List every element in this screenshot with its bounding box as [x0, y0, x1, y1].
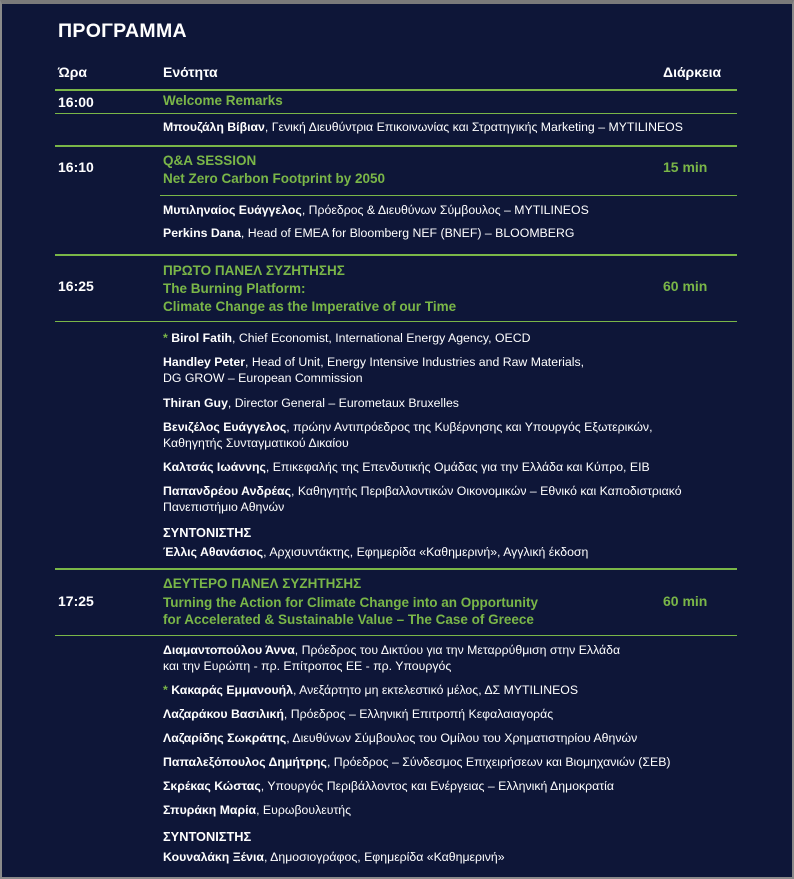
- header-time: Ώρα: [58, 64, 87, 80]
- session-duration: 60 min: [663, 278, 708, 294]
- speaker-entry: [163, 395, 459, 411]
- speaker-role: , Head of EMEA for Bloomberg NEF (BNEF) – BLOOMBERG: [240, 226, 575, 240]
- speaker-entry: [163, 419, 653, 435]
- speaker-name: Σπυράκη Μαρία: [163, 803, 257, 817]
- speaker-role-continued: Καθηγητής Συνταγματικού Δικαίου: [163, 436, 349, 450]
- speaker-role: , Πρόεδρος & Διευθύνων Σύμβουλος – MYTILINEOS: [301, 203, 589, 217]
- speaker-entry: [163, 459, 650, 475]
- moderator-role: , Αρχισυντάκτης, Εφημερίδα «Καθημερινή», Αγγλική έκδοση: [263, 545, 589, 559]
- session-title: Welcome Remarks: [163, 93, 283, 108]
- speaker-name: Μπουζάλη Βίβιαν: [163, 120, 265, 134]
- session-duration: 60 min: [663, 593, 708, 609]
- divider: [160, 195, 737, 196]
- star-marker: *: [163, 331, 172, 345]
- time-slot: 16:10: [58, 159, 94, 175]
- speaker-name: Βενιζέλος Ευάγγελος: [163, 420, 287, 434]
- divider: [55, 635, 737, 636]
- speaker-name: Thiran Guy: [163, 396, 228, 410]
- speaker-role-continued: και την Ευρώπη - πρ. Επίτροπος ΕΕ - πρ. Υπουργός: [163, 659, 452, 673]
- speaker-role: , πρώην Αντιπρόεδρος της Κυβέρνησης και Υπουργός Εξωτερικών,: [286, 420, 653, 434]
- program-page: [2, 4, 790, 877]
- session-subtitle: for Accelerated & Sustainable Value – The Case of Greece: [163, 612, 534, 627]
- speaker-role: , Head of Unit, Energy Intensive Industries and Raw Materials,: [245, 355, 585, 369]
- moderator-role: , Δημοσιογράφος, Εφημερίδα «Καθημερινή»: [263, 850, 505, 864]
- page-title: ΠΡΟΓΡΑΜΜΑ: [58, 20, 187, 42]
- moderator-name: Κουναλάκη Ξένια: [163, 850, 264, 864]
- speaker-name: Handley Peter: [163, 355, 246, 369]
- speaker-role: , Chief Economist, International Energy Agency, OECD: [232, 331, 531, 345]
- speaker-name: Διαμαντοπούλου Άννα: [163, 643, 295, 657]
- speaker-role-continued: DG GROW – European Commission: [163, 371, 363, 385]
- speaker-role: , Καθηγητής Περιβαλλοντικών Οικονομικών – Εθνικό και Καποδιστριακό: [290, 484, 682, 498]
- speaker-entry: [163, 225, 574, 241]
- speaker-role: , Ευρωβουλευτής: [256, 803, 352, 817]
- session-duration: 15 min: [663, 159, 708, 175]
- time-slot: 16:25: [58, 278, 94, 294]
- speaker-entry: [163, 202, 589, 218]
- speaker-name: Σκρέκας Κώστας: [163, 779, 261, 793]
- divider: [55, 89, 737, 91]
- speaker-role: , Επικεφαλής της Επενδυτικής Ομάδας για την Ελλάδα και Κύπρο, ΕΙΒ: [265, 460, 650, 474]
- moderator-label: ΣΥΝΤΟΝΙΣΤΗΣ: [163, 829, 252, 844]
- speaker-entry: [163, 483, 682, 499]
- divider: [55, 321, 737, 322]
- session-label: Q&A SESSION: [163, 153, 257, 168]
- speaker-role: , Πρόεδρος – Ελληνική Επιτροπή Κεφαλαιαγοράς: [283, 707, 554, 721]
- speaker-name: Λαζαράκου Βασιλική: [163, 707, 284, 721]
- speaker-role: , Director General – Eurometaux Bruxelles: [227, 396, 459, 410]
- speaker-entry: [163, 754, 671, 770]
- speaker-role: , Ανεξάρτητο μη εκτελεστικό μέλος, ΔΣ MYTILINEOS: [293, 683, 579, 697]
- speaker-name: Perkins Dana: [163, 226, 241, 240]
- speaker-entry: [163, 802, 351, 818]
- session-title: The Burning Platform:: [163, 281, 306, 296]
- star-marker: *: [163, 683, 172, 697]
- time-slot: 17:25: [58, 593, 94, 609]
- speaker-entry: [163, 119, 683, 135]
- speaker-name: Παπαλεξόπουλος Δημήτρης: [163, 755, 327, 769]
- speaker-name: Καλτσάς Ιωάννης: [163, 460, 266, 474]
- divider: [55, 145, 737, 147]
- speaker-name: Λαζαρίδης Σωκράτης: [163, 731, 287, 745]
- speaker-role: , Υπουργός Περιβάλλοντος και Ενέργειας – Ελληνική Δημοκρατία: [260, 779, 614, 793]
- session-title: Turning the Action for Climate Change into an Opportunity: [163, 595, 538, 610]
- speaker-role: , Πρόεδρος – Σύνδεσμος Επιχειρήσεων και Βιομηχανιών (ΣΕΒ): [326, 755, 671, 769]
- divider: [55, 568, 737, 570]
- divider: [55, 254, 737, 256]
- moderator-label: ΣΥΝΤΟΝΙΣΤΗΣ: [163, 525, 252, 540]
- speaker-entry: [163, 330, 530, 346]
- speaker-entry: [163, 730, 637, 746]
- moderator-entry: [163, 544, 588, 560]
- speaker-entry: [163, 706, 553, 722]
- speaker-name: Μυτιληναίος Ευάγγελος: [163, 203, 302, 217]
- moderator-name: Έλλις Αθανάσιος: [163, 545, 264, 559]
- speaker-role: , Γενική Διευθύντρια Επικοινωνίας και Στρατηγικής Marketing – MYTILINEOS: [264, 120, 683, 134]
- session-subtitle: Climate Change as the Imperative of our Time: [163, 299, 457, 314]
- time-slot: 16:00: [58, 94, 94, 110]
- divider: [55, 113, 737, 114]
- speaker-name: Birol Fatih: [171, 331, 233, 345]
- speaker-role-continued: Πανεπιστήμιο Αθηνών: [163, 500, 285, 514]
- speaker-name: Παπανδρέου Ανδρέας: [163, 484, 291, 498]
- speaker-role: , Πρόεδρος του Δικτύου για την Μεταρρύθμιση στην Ελλάδα: [294, 643, 621, 657]
- session-label: ΠΡΩΤΟ ΠΑΝΕΛ ΣΥΖΗΤΗΣΗΣ: [163, 263, 345, 278]
- speaker-role: , Διευθύνων Σύμβουλος του Ομίλου του Χρηματιστηρίου Αθηνών: [286, 731, 638, 745]
- speaker-entry: [163, 354, 584, 370]
- moderator-entry: [163, 849, 505, 865]
- speaker-name: Κακαράς Εμμανουήλ: [171, 683, 294, 697]
- session-label: ΔΕΥΤΕΡΟ ΠΑΝΕΛ ΣΥΖΗΤΗΣΗΣ: [163, 576, 362, 591]
- header-duration: Διάρκεια: [663, 64, 722, 80]
- speaker-entry: [163, 642, 620, 658]
- speaker-entry: [163, 682, 578, 698]
- speaker-entry: [163, 778, 614, 794]
- session-title: Net Zero Carbon Footprint by 2050: [163, 171, 386, 186]
- header-session: Ενότητα: [163, 64, 218, 80]
